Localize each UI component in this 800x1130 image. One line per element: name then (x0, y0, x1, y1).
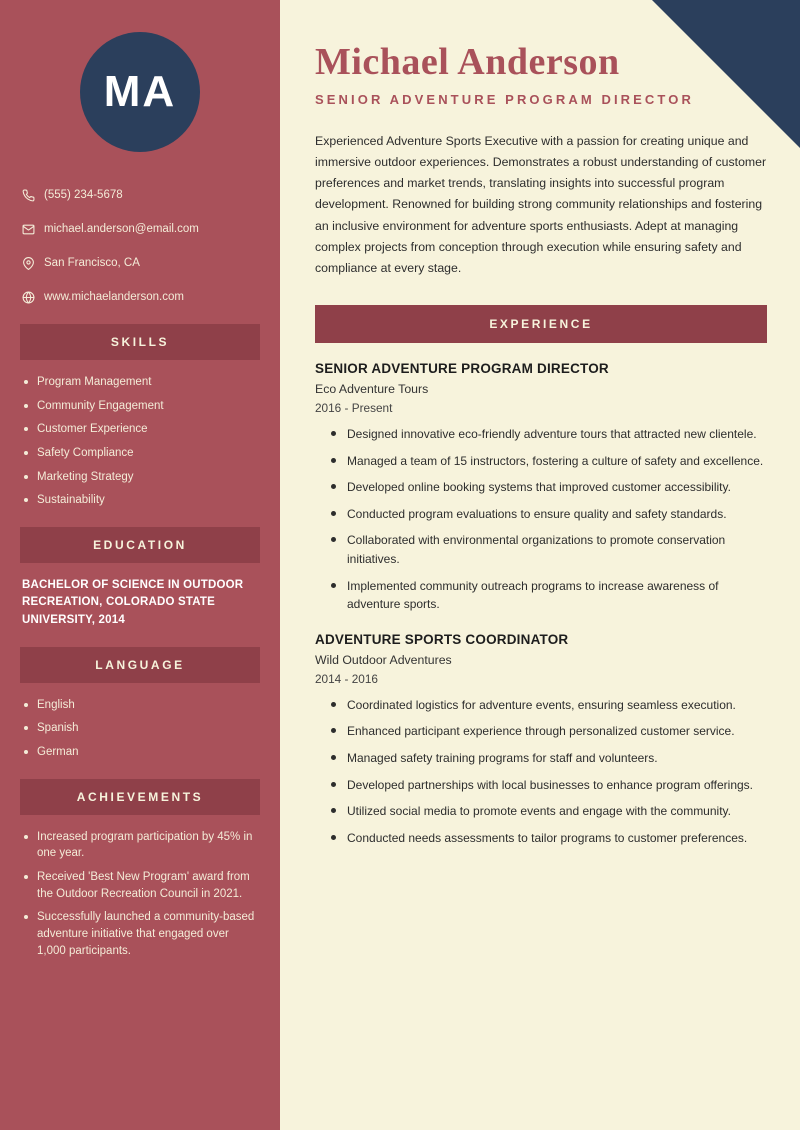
list-item: Conducted needs assessments to tailor programs to customer preferences. (331, 829, 767, 848)
sidebar (0, 0, 280, 1130)
job-role-subtitle: SENIOR ADVENTURE PROGRAM DIRECTOR (315, 92, 694, 107)
job-title: SENIOR ADVENTURE PROGRAM DIRECTOR (315, 360, 609, 376)
email-icon (22, 220, 44, 238)
contact-phone-text: (555) 234-5678 (44, 189, 123, 201)
list-item: Successfully launched a community-based adventure initiative that engaged over 1,000 participants. (22, 909, 260, 959)
contact-email (22, 220, 260, 238)
contact-location-text: San Francisco, CA (44, 257, 140, 269)
contact-phone (22, 186, 260, 204)
contact-email-text: michael.anderson@email.com (44, 223, 199, 235)
location-icon (22, 254, 44, 272)
list-item: Customer Experience (22, 421, 260, 438)
list-item: Program Management (22, 374, 260, 391)
main-content (280, 0, 800, 1130)
list-item: Marketing Strategy (22, 469, 260, 486)
list-item: Enhanced participant experience through personalized customer service. (331, 722, 767, 741)
skills-list (20, 374, 260, 509)
list-item: Designed innovative eco-friendly adventure tours that attracted new clientele. (331, 425, 767, 444)
experience-entry-1 (315, 361, 767, 614)
section-title-achievements: ACHIEVEMENTS (20, 779, 260, 815)
job-dates: 2016 - Present (315, 400, 393, 415)
list-item: English (22, 697, 260, 714)
globe-icon (22, 288, 44, 306)
professional-summary: Experienced Adventure Sports Executive with a passion for creating unique and immersive outdoor experiences. Demonstrates a robust understanding of customer preferences and market trends, translating insights into successful program development. Renowned for building strong community relationships and fostering an inclusive environment for adventure sports enthusiasts. Adept at managing complex projects from conception through execution while ensuring safety and compliance at every stage. (315, 134, 767, 275)
list-item: Developed partnerships with local businesses to enhance program offerings. (331, 776, 767, 795)
list-item: Utilized social media to promote events and engage with the community. (331, 802, 767, 821)
job-company: Eco Adventure Tours (315, 381, 429, 396)
section-title-language: LANGUAGE (20, 647, 260, 683)
language-list (20, 697, 260, 761)
list-item: Managed a team of 15 instructors, fostering a culture of safety and excellence. (331, 452, 767, 471)
job-responsibilities (315, 425, 767, 614)
contact-location (22, 254, 260, 272)
experience-entry-2 (315, 632, 767, 848)
list-item: Increased program participation by 45% in one year. (22, 829, 260, 862)
job-title: ADVENTURE SPORTS COORDINATOR (315, 631, 569, 647)
job-dates: 2014 - 2016 (315, 671, 378, 686)
section-title-education: EDUCATION (20, 527, 260, 563)
list-item: Managed safety training programs for staff and volunteers. (331, 749, 767, 768)
list-item: Implemented community outreach programs to increase awareness of adventure sports. (331, 577, 767, 614)
list-item: Received 'Best New Program' award from the Outdoor Recreation Council in 2021. (22, 869, 260, 902)
education-entry: BACHELOR OF SCIENCE IN OUTDOOR RECREATION, COLORADO STATE UNIVERSITY, 2014 (22, 579, 244, 626)
list-item: Community Engagement (22, 398, 260, 415)
list-item: Conducted program evaluations to ensure quality and safety standards. (331, 505, 767, 524)
list-item: German (22, 744, 260, 761)
contact-website (22, 288, 260, 306)
job-responsibilities (315, 696, 767, 848)
list-item: Spanish (22, 720, 260, 737)
section-title-skills: SKILLS (20, 324, 260, 360)
section-title-experience: EXPERIENCE (315, 305, 767, 343)
job-company: Wild Outdoor Adventures (315, 652, 452, 667)
contact-list (20, 186, 260, 306)
phone-icon (22, 186, 44, 204)
page-title: Michael Anderson (315, 41, 620, 83)
list-item: Coordinated logistics for adventure events, ensuring seamless execution. (331, 696, 767, 715)
avatar: MA (80, 32, 200, 152)
contact-website-text: www.michaelanderson.com (44, 291, 184, 303)
list-item: Safety Compliance (22, 445, 260, 462)
list-item: Sustainability (22, 492, 260, 509)
avatar-wrap (20, 32, 260, 152)
achievements-list (20, 829, 260, 960)
list-item: Collaborated with environmental organizations to promote conservation initiatives. (331, 531, 767, 568)
list-item: Developed online booking systems that improved customer accessibility. (331, 478, 767, 497)
